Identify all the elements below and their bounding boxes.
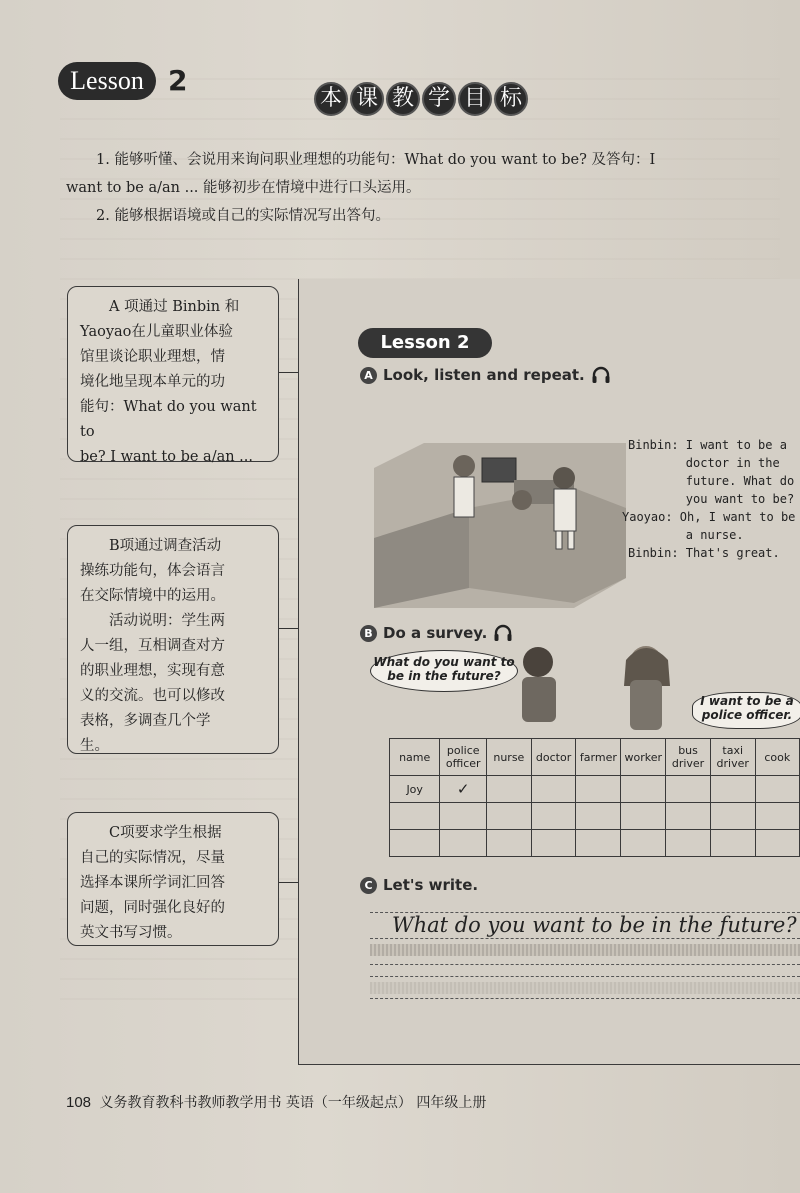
writing-guide-line xyxy=(370,938,800,939)
dialog-line: future. What do xyxy=(628,474,795,488)
note-a-line: A 项通过 Binbin 和 xyxy=(109,299,240,315)
lesson-badge: Lesson xyxy=(58,62,156,100)
table-cell: ✓ xyxy=(440,776,487,803)
note-a xyxy=(67,286,279,465)
table-header: farmer xyxy=(576,739,621,776)
table-header: taxi driver xyxy=(710,739,755,776)
table-row xyxy=(390,830,800,857)
table-cell xyxy=(390,830,440,857)
note-b xyxy=(67,525,279,754)
table-cell xyxy=(576,803,621,830)
title-char: 学 xyxy=(422,82,456,116)
page-title xyxy=(314,82,530,118)
table-header: worker xyxy=(621,739,666,776)
table-header: police officer xyxy=(440,739,487,776)
table-row xyxy=(390,776,800,803)
table-row xyxy=(390,739,800,776)
table-row xyxy=(390,803,800,830)
note-c-line: 英文书写习惯。 xyxy=(80,925,182,941)
title-char: 标 xyxy=(494,82,528,116)
table-cell xyxy=(710,830,755,857)
table-cell xyxy=(531,803,576,830)
note-a-line: Yaoyao在儿童职业体验 xyxy=(80,324,233,340)
title-char: 目 xyxy=(458,82,492,116)
section-b-letter: B xyxy=(360,625,377,642)
dialog-text xyxy=(622,436,796,562)
table-cell xyxy=(755,830,799,857)
note-c-line: 问题，同时强化良好的 xyxy=(80,900,225,916)
dialog-line: Yaoyao: Oh, I want to be xyxy=(622,510,796,524)
table-cell xyxy=(440,803,487,830)
note-b-line: 在交际情境中的运用。 xyxy=(80,588,225,604)
section-a-heading xyxy=(360,366,611,384)
table-cell: Joy xyxy=(390,776,440,803)
section-a-letter: A xyxy=(360,367,377,384)
note-c xyxy=(67,812,279,946)
page-footer xyxy=(66,1092,486,1112)
table-cell xyxy=(390,803,440,830)
note-b-line: 生。 xyxy=(80,738,109,754)
section-b-heading xyxy=(360,624,513,642)
note-b-line: 人一组，互相调查对方 xyxy=(80,638,225,654)
dialog-line: a nurse. xyxy=(628,528,744,542)
dialog-line: Binbin: I want to be a xyxy=(628,438,787,452)
note-b-line: 活动说明：学生两 xyxy=(109,613,225,629)
table-cell xyxy=(710,803,755,830)
note-b-line: 表格，多调查几个学 xyxy=(80,713,211,729)
table-cell xyxy=(755,803,799,830)
title-char: 教 xyxy=(386,82,420,116)
table-cell xyxy=(487,830,532,857)
note-a-line: 馆里谈论职业理想，情 xyxy=(80,349,225,365)
note-a-line: be? I want to be a/an ... xyxy=(80,449,254,465)
table-cell xyxy=(666,830,711,857)
survey-table xyxy=(389,738,800,857)
note-b-line: 义的交流。也可以修改 xyxy=(80,688,225,704)
speech-bubble-question: What do you want to be in the future? xyxy=(370,650,518,692)
note-b-line: 的职业理想，实现有意 xyxy=(80,663,225,679)
goal-line-2: want to be a/an ... 能够初步在情境中进行口头运用。 xyxy=(66,180,421,196)
table-header: name xyxy=(390,739,440,776)
textbook-lesson-badge: Lesson 2 xyxy=(358,328,492,358)
section-c-heading xyxy=(360,876,478,894)
table-cell xyxy=(666,776,711,803)
title-char: 本 xyxy=(314,82,348,116)
table-cell xyxy=(621,776,666,803)
dialog-line: doctor in the xyxy=(628,456,780,470)
table-cell xyxy=(621,803,666,830)
page-number: 108 xyxy=(66,1094,92,1111)
children-illustration xyxy=(508,640,688,740)
note-b-line: 操练功能句，体会语言 xyxy=(80,563,225,579)
table-cell xyxy=(487,803,532,830)
hospital-scene-illustration xyxy=(374,428,626,608)
table-cell xyxy=(710,776,755,803)
goal-line-3: 2. 能够根据语境或自己的实际情况写出答句。 xyxy=(96,208,390,224)
dialog-line: Binbin: That's great. xyxy=(628,546,780,560)
table-cell xyxy=(755,776,799,803)
note-c-line: 自己的实际情况，尽量 xyxy=(80,850,225,866)
section-c-letter: C xyxy=(360,877,377,894)
note-c-line: C项要求学生根据 xyxy=(109,825,222,841)
note-a-line: 能句：What do you want to xyxy=(80,399,257,440)
headphones-icon xyxy=(591,366,611,384)
table-header: nurse xyxy=(487,739,532,776)
section-c-title: Let's write. xyxy=(383,876,479,894)
dialog-line: you want to be? xyxy=(628,492,795,506)
section-a-title: Look, listen and repeat. xyxy=(383,366,585,384)
note-a-line: 境化地呈现本单元的功 xyxy=(80,374,225,390)
writing-guide-band xyxy=(370,944,800,956)
section-b-title: Do a survey. xyxy=(383,624,488,642)
table-cell xyxy=(576,776,621,803)
writing-guide-line xyxy=(370,976,800,977)
goal-line-1: 1. 能够听懂、会说用来询问职业理想的功能句：What do you want to be? 及答句：I xyxy=(96,152,656,168)
lesson-number: 2 xyxy=(168,64,188,97)
writing-guide-line xyxy=(370,964,800,965)
footer-book-title: 义务教育教科书教师教学用书 英语（一年级起点） 四年级上册 xyxy=(99,1095,487,1111)
table-cell xyxy=(440,830,487,857)
table-cell xyxy=(666,803,711,830)
note-b-line: B项通过调查活动 xyxy=(109,538,222,554)
table-header: doctor xyxy=(531,739,576,776)
writing-prompt: What do you want to be in the future? xyxy=(392,913,797,937)
title-char: 课 xyxy=(350,82,384,116)
table-header: cook xyxy=(755,739,799,776)
table-cell xyxy=(531,830,576,857)
table-cell xyxy=(531,776,576,803)
table-cell xyxy=(576,830,621,857)
writing-guide-line xyxy=(370,998,800,999)
note-c-line: 选择本课所学词汇回答 xyxy=(80,875,225,891)
table-header: bus driver xyxy=(666,739,711,776)
table-cell xyxy=(621,830,666,857)
speech-bubble-answer: I want to be a police officer. xyxy=(692,692,800,729)
writing-guide-band xyxy=(370,982,800,994)
table-cell xyxy=(487,776,532,803)
